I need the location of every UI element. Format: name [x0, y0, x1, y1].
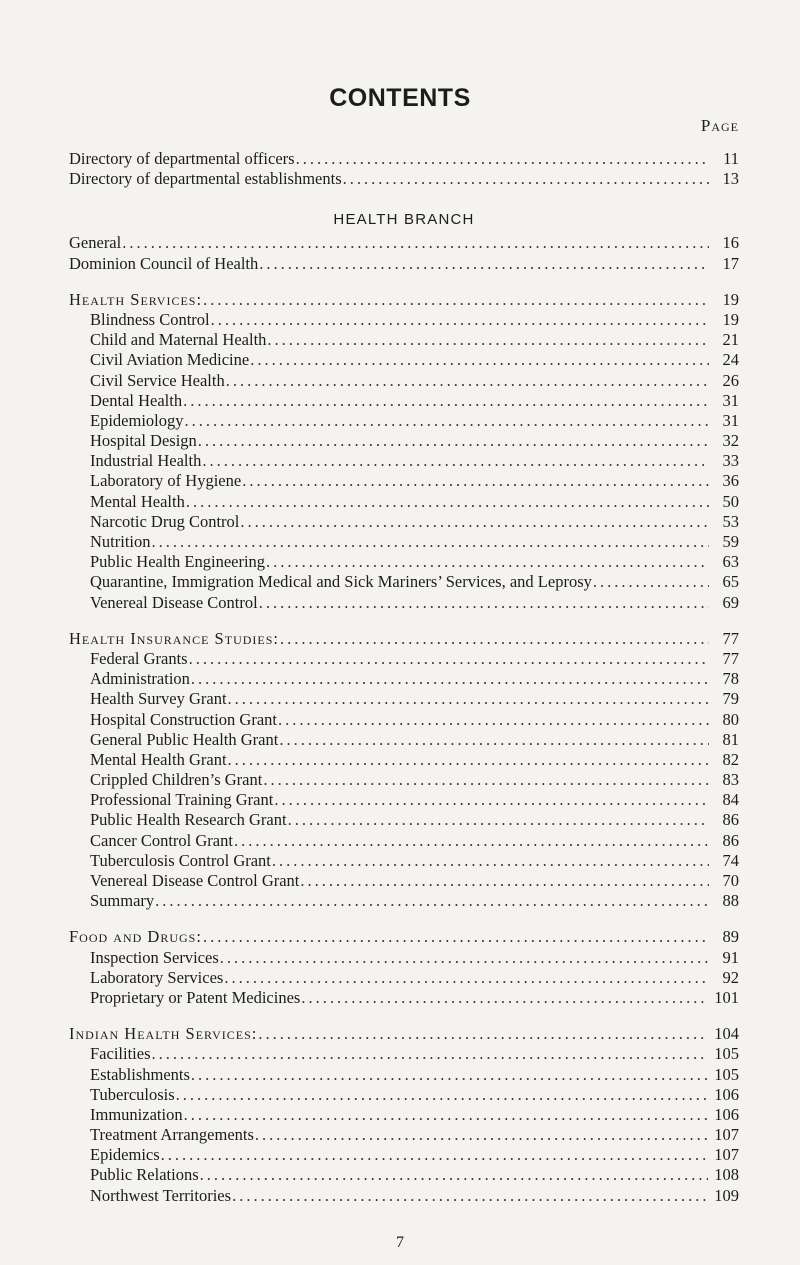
dot-leader [301, 988, 708, 1008]
toc-entry-page: 78 [722, 669, 739, 689]
dot-leader [250, 350, 709, 370]
toc-entry-label: Laboratory of Hygiene [90, 471, 242, 491]
toc-entry [69, 593, 739, 613]
toc-entry [69, 689, 739, 709]
toc-entry-label: Laboratory Services [90, 967, 224, 987]
dot-leader [259, 254, 709, 274]
toc-entry-page: 79 [722, 689, 739, 709]
toc-entry [69, 1044, 739, 1064]
toc-entry-label: Administration [90, 669, 190, 689]
toc-entry-page: 86 [722, 810, 739, 830]
toc-entry-page: 33 [722, 451, 739, 471]
dot-leader [300, 871, 709, 891]
dot-leader [203, 927, 709, 947]
toc-entry-page: 69 [722, 592, 739, 612]
toc-entry [69, 310, 739, 330]
toc-entry-page: 80 [722, 709, 739, 729]
toc-entry-page: 36 [722, 471, 739, 491]
toc-entry [69, 169, 739, 189]
dot-leader [278, 710, 709, 730]
toc-entry [69, 770, 739, 790]
toc-entry-page: 86 [722, 830, 739, 850]
toc-entry-label: Immunization [90, 1104, 183, 1124]
toc-entry-label: Health Survey Grant [90, 689, 227, 709]
dot-leader [232, 1186, 708, 1206]
toc-entry [69, 730, 739, 750]
dot-leader [152, 532, 710, 552]
dot-leader [240, 512, 709, 532]
toc-entry-page: 32 [722, 431, 739, 451]
toc-entry [69, 1105, 739, 1125]
toc-entry-page: 13 [722, 169, 739, 189]
toc-entry-label: Facilities [90, 1044, 151, 1064]
section-heading [69, 1024, 739, 1044]
toc-entry [69, 350, 739, 370]
toc-entry-page: 53 [722, 511, 739, 531]
toc-entry-page: 89 [722, 927, 739, 947]
toc-entry-label: Tuberculosis [90, 1084, 175, 1104]
toc-entry-page: 88 [722, 891, 739, 911]
dot-leader [155, 891, 709, 911]
dot-leader [176, 1085, 709, 1105]
toc-entry-page: 107 [714, 1125, 739, 1145]
toc-entry-page: 63 [722, 552, 739, 572]
toc-entry-label: Directory of departmental officers [69, 149, 295, 168]
page-column-header: Page [700, 116, 739, 135]
toc-entry-label: Treatment Arrangements [90, 1125, 254, 1145]
toc-entry-label: Child and Maternal Health [90, 330, 267, 350]
toc-entry-page: 31 [722, 390, 739, 410]
dot-leader [272, 851, 709, 871]
dot-leader [161, 1145, 709, 1165]
dot-leader [122, 233, 709, 253]
dot-leader [234, 831, 709, 851]
toc-entry [69, 750, 739, 770]
toc-entry-page: 19 [722, 289, 739, 309]
toc-entry [69, 572, 739, 592]
toc-entry [69, 1065, 739, 1085]
toc-entry-label: Directory of departmental establishments [69, 169, 342, 189]
toc-entry [69, 330, 739, 350]
toc-entry-page: 17 [722, 253, 739, 273]
toc-entry-label: Dental Health [90, 390, 183, 410]
toc-entry-label: Professional Training Grant [90, 790, 274, 810]
dot-leader [152, 1044, 709, 1064]
toc-entry [69, 552, 739, 572]
toc-entry-label: General [69, 233, 122, 253]
dot-leader [263, 770, 709, 790]
toc-entry-label: General Public Health Grant [90, 729, 279, 749]
toc-entry-page: 77 [722, 648, 739, 668]
toc-entry [69, 710, 739, 730]
toc-entry-label: Public Health Engineering [90, 552, 266, 572]
toc-entry [69, 254, 739, 274]
toc-entry [69, 1085, 739, 1105]
toc-entry-page: 50 [722, 491, 739, 511]
toc-entry-page: 106 [714, 1104, 739, 1124]
dot-leader [259, 593, 709, 613]
dot-leader [255, 1125, 708, 1145]
dot-leader [200, 1165, 709, 1185]
toc-entry-label: Mental Health Grant [90, 749, 227, 769]
dot-leader [224, 968, 709, 988]
toc-entry [69, 371, 739, 391]
toc-entry [69, 1145, 739, 1165]
toc-entry [69, 790, 739, 810]
dot-leader [184, 1105, 709, 1125]
toc-entry [69, 431, 739, 451]
toc-entry-page: 16 [722, 233, 739, 253]
toc-entry-page: 24 [722, 350, 739, 370]
toc-entry-page: 108 [714, 1165, 739, 1185]
dot-leader [288, 810, 709, 830]
dot-leader [226, 371, 709, 391]
toc-entry-page: 104 [714, 1024, 739, 1044]
toc-entry-page: 107 [714, 1145, 739, 1165]
dot-leader [279, 730, 709, 750]
dot-leader [198, 431, 709, 451]
dot-leader [274, 790, 709, 810]
toc-entry [69, 831, 739, 851]
toc-entry-label: Epidemiology [90, 410, 184, 430]
toc-entry [69, 891, 739, 911]
toc-entry [69, 391, 739, 411]
toc-entry-label: Health Services: [69, 289, 203, 309]
toc-entry-label: Crippled Children’s Grant [90, 770, 263, 790]
toc-entry [69, 451, 739, 471]
dot-leader [202, 451, 709, 471]
branch-heading: HEALTH BRANCH [333, 211, 475, 229]
toc-entry [69, 948, 739, 968]
dot-leader [186, 492, 709, 512]
toc-entry-label: Quarantine, Immigration Medical and Sick Mariners’ Services, and Leprosy [90, 572, 592, 592]
toc-entry-label: Establishments [90, 1064, 190, 1084]
table-of-contents [69, 149, 739, 1206]
toc-entry-page: 82 [722, 749, 739, 769]
toc-entry-label: Inspection Services [90, 947, 219, 967]
toc-entry [69, 532, 739, 552]
toc-entry [69, 471, 739, 491]
dot-leader [242, 471, 709, 491]
page-title: CONTENTS [329, 84, 471, 112]
dot-leader [189, 649, 709, 669]
toc-entry-page: 65 [722, 572, 739, 592]
toc-entry [69, 512, 739, 532]
toc-entry-page: 26 [722, 370, 739, 390]
toc-entry [69, 1165, 739, 1185]
toc-entry [69, 669, 739, 689]
toc-entry [69, 233, 739, 253]
dot-leader [228, 750, 709, 770]
toc-entry-label: Cancer Control Grant [90, 830, 233, 850]
dot-leader [593, 572, 709, 592]
toc-entry-page: 101 [714, 987, 739, 1007]
toc-entry-page: 91 [722, 947, 739, 967]
toc-entry-label: Civil Aviation Medicine [90, 350, 250, 370]
dot-leader [228, 689, 709, 709]
toc-entry-page: 106 [714, 1084, 739, 1104]
toc-entry-page: 92 [722, 967, 739, 987]
toc-entry-label: Venereal Disease Control Grant [90, 871, 300, 890]
toc-entry-label: Blindness Control [90, 309, 210, 329]
dot-leader [203, 290, 709, 310]
toc-entry-label: Proprietary or Patent Medicines [90, 987, 301, 1007]
dot-leader [185, 411, 710, 431]
toc-entry-label: Dominion Council of Health [69, 253, 259, 273]
section-heading [69, 629, 739, 649]
toc-entry-label: Narcotic Drug Control [90, 511, 240, 531]
toc-entry-page: 21 [722, 330, 739, 350]
toc-entry-label: Hospital Construction Grant [90, 709, 277, 729]
toc-entry-page: 84 [722, 790, 739, 810]
dot-leader [266, 552, 709, 572]
toc-entry [69, 871, 739, 891]
toc-entry-page: 70 [722, 871, 739, 890]
toc-entry-label: Northwest Territories [90, 1185, 232, 1205]
toc-entry-label: Mental Health [90, 491, 185, 511]
toc-entry-label: Epidemics [90, 1145, 160, 1165]
toc-entry-page: 19 [722, 309, 739, 329]
toc-entry-page: 109 [714, 1185, 739, 1205]
toc-entry [69, 411, 739, 431]
toc-entry-page: 83 [722, 770, 739, 790]
toc-entry-label: Public Relations [90, 1165, 199, 1185]
toc-entry-label: Health Insurance Studies: [69, 628, 279, 648]
toc-entry-label: Tuberculosis Control Grant [90, 850, 271, 870]
dot-leader [220, 948, 709, 968]
dot-leader [183, 391, 709, 411]
dot-leader [296, 149, 709, 169]
toc-entry [69, 1125, 739, 1145]
toc-entry-label: Indian Health Services: [69, 1024, 258, 1044]
toc-entry-page: 105 [714, 1064, 739, 1084]
toc-entry-label: Industrial Health [90, 451, 202, 471]
toc-entry-page: 59 [722, 532, 739, 551]
dot-leader [211, 310, 709, 330]
toc-entry-label: Summary [90, 891, 155, 911]
toc-entry-label: Food and Drugs: [69, 927, 202, 947]
toc-entry-page: 11 [723, 149, 739, 168]
section-heading [69, 927, 739, 947]
toc-entry-page: 105 [714, 1044, 739, 1064]
dot-leader [258, 1024, 708, 1044]
dot-leader [267, 330, 709, 350]
toc-entry [69, 149, 739, 169]
toc-entry-label: Nutrition [90, 532, 151, 551]
dot-leader [191, 669, 709, 689]
toc-entry [69, 851, 739, 871]
dot-leader [191, 1065, 708, 1085]
toc-entry [69, 968, 739, 988]
toc-entry-page: 81 [722, 729, 739, 749]
page-number: 7 [396, 1234, 404, 1251]
toc-entry [69, 988, 739, 1008]
toc-entry-label: Venereal Disease Control [90, 592, 258, 612]
toc-entry-label: Civil Service Health [90, 370, 225, 390]
section-heading [69, 290, 739, 310]
toc-entry [69, 1186, 739, 1206]
toc-entry-label: Federal Grants [90, 648, 188, 668]
dot-leader [280, 629, 709, 649]
toc-entry-page: 77 [722, 628, 739, 648]
toc-entry-page: 74 [722, 850, 739, 870]
dot-leader [343, 169, 709, 189]
toc-entry [69, 649, 739, 669]
toc-entry [69, 492, 739, 512]
toc-entry-label: Hospital Design [90, 431, 197, 451]
toc-entry [69, 810, 739, 830]
toc-entry-page: 31 [722, 410, 739, 430]
toc-entry-label: Public Health Research Grant [90, 810, 287, 830]
